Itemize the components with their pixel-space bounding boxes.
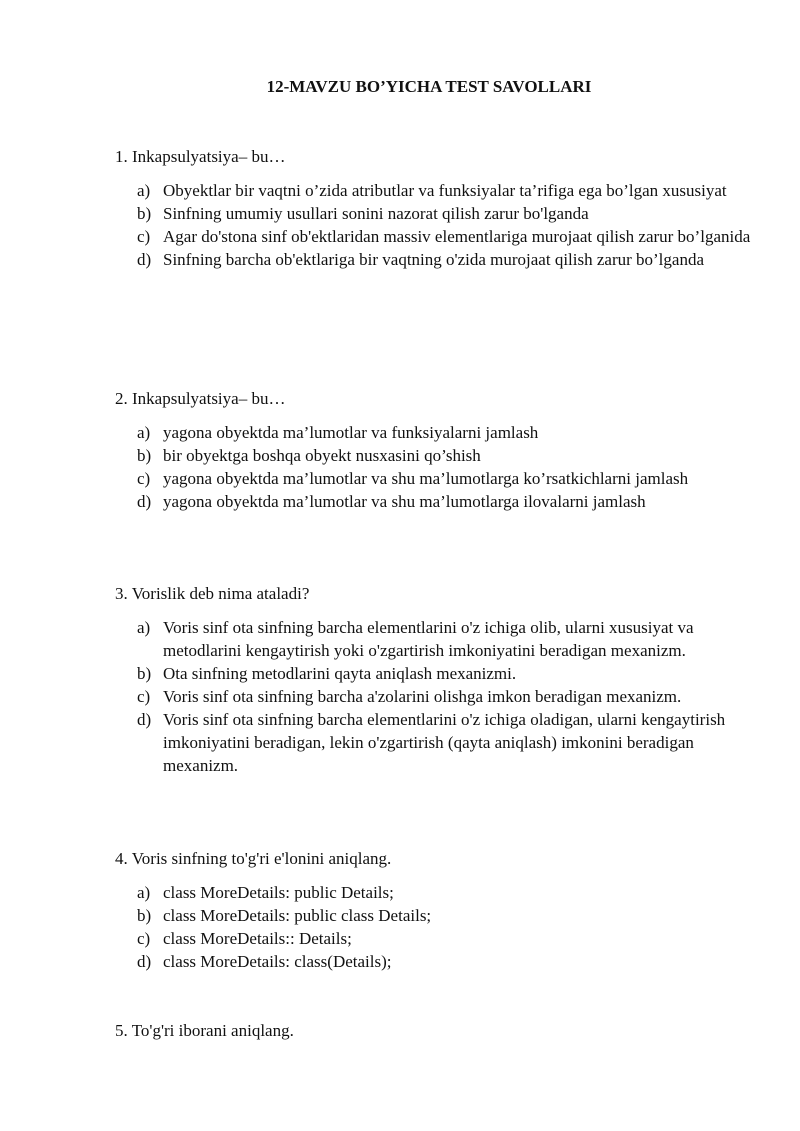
answer-option-a <box>115 179 755 202</box>
option-letter: b) <box>137 446 152 465</box>
question-text: 1. Inkapsulyatsiya– bu… <box>115 147 286 166</box>
option-letter: a) <box>137 423 151 442</box>
question-1 <box>115 145 755 271</box>
option-letter: c) <box>137 227 151 246</box>
question-text: 4. Voris sinfning to'g'ri e'lonini aniqlang. <box>115 849 392 868</box>
answer-option-b <box>115 444 755 467</box>
option-text: class MoreDetails: class(Details); <box>163 952 392 971</box>
answer-option-b <box>115 202 755 225</box>
option-text: Sinfning barcha ob'ektlariga bir vaqtning o'zida murojaat qilish zarur bo’lganda <box>163 250 704 269</box>
option-letter: b) <box>137 664 152 683</box>
answer-options <box>115 616 755 777</box>
option-text: yagona obyektda ma’lumotlar va shu ma’lumotlarga ko’rsatkichlarni jamlash <box>163 469 689 488</box>
question-text: 5. To'g'ri iborani aniqlang. <box>115 1021 294 1040</box>
question-3 <box>115 582 755 777</box>
question-text: 2. Inkapsulyatsiya– bu… <box>115 389 286 408</box>
answer-option-d <box>115 248 755 271</box>
question-2 <box>115 387 755 513</box>
option-text: class MoreDetails: public class Details; <box>163 906 432 925</box>
question-text: 3. Vorislik deb nima ataladi? <box>115 584 310 603</box>
option-letter: c) <box>137 687 151 706</box>
option-text: class MoreDetails: public Details; <box>163 883 394 902</box>
option-text: yagona obyektda ma’lumotlar va shu ma’lumotlarga ilovalarni jamlash <box>163 492 646 511</box>
answer-option-a <box>115 881 755 904</box>
option-text: Voris sinf ota sinfning barcha elementlarini o'z ichiga oladigan, ularni kengaytirish imkoniyatini beradigan, lekin o'zgartirish (qayta aniqlash) imkonini beradigan mexanizm. <box>163 710 726 775</box>
option-letter: a) <box>137 618 151 637</box>
answer-option-b <box>115 904 755 927</box>
option-letter: a) <box>137 181 151 200</box>
option-text: Voris sinf ota sinfning barcha elementlarini o'z ichiga olib, ularni xususiyat va metodlarini kengaytirish yoki o'zgartirish imkoniyatini beradigan mexanizm. <box>163 618 694 660</box>
answer-options <box>115 881 755 973</box>
answer-option-a <box>115 421 755 444</box>
option-letter: d) <box>137 250 152 269</box>
option-letter: c) <box>137 929 151 948</box>
document-title: 12-MAVZU BO’YICHA TEST SAVOLLARI <box>266 77 592 96</box>
answer-option-a <box>115 616 755 662</box>
option-text: Sinfning umumiy usullari sonini nazorat qilish zarur bo'lganda <box>163 204 589 223</box>
answer-option-c <box>115 685 755 708</box>
option-text: Voris sinf ota sinfning barcha a'zolarini olishga imkon beradigan mexanizm. <box>163 687 682 706</box>
option-text: bir obyektga boshqa obyekt nusxasini qo’shish <box>163 446 481 465</box>
option-letter: d) <box>137 492 152 511</box>
option-text: Ota sinfning metodlarini qayta aniqlash mexanizmi. <box>163 664 517 683</box>
answer-option-c <box>115 225 755 248</box>
answer-option-d <box>115 490 755 513</box>
option-letter: b) <box>137 906 152 925</box>
answer-option-d <box>115 708 755 777</box>
answer-option-d <box>115 950 755 973</box>
option-text: yagona obyektda ma’lumotlar va funksiyalarni jamlash <box>163 423 539 442</box>
option-letter: c) <box>137 469 151 488</box>
option-text: class MoreDetails:: Details; <box>163 929 352 948</box>
option-text: Obyektlar bir vaqtni o’zida atributlar va funksiyalar ta’rifiga ega bo’lgan xususiyat <box>163 181 727 200</box>
answer-options <box>115 421 755 513</box>
answer-option-b <box>115 662 755 685</box>
question-5 <box>115 1019 755 1053</box>
question-4 <box>115 847 755 973</box>
option-letter: d) <box>137 952 152 971</box>
option-letter: d) <box>137 710 152 729</box>
answer-option-c <box>115 927 755 950</box>
option-text: Agar do'stona sinf ob'ektlaridan massiv elementlariga murojaat qilish zarur bo’lganida <box>163 227 751 246</box>
answer-options <box>115 179 755 271</box>
answer-option-c <box>115 467 755 490</box>
option-letter: a) <box>137 883 151 902</box>
option-letter: b) <box>137 204 152 223</box>
